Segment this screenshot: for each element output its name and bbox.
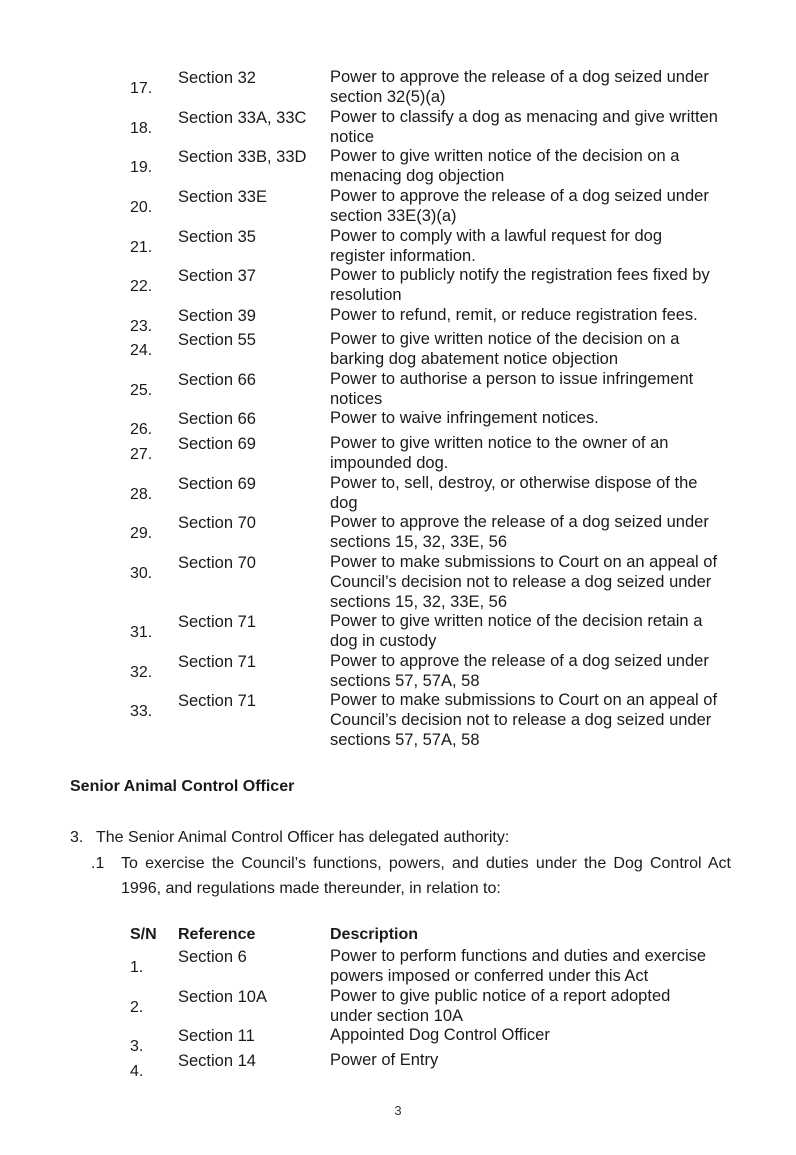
row-description bbox=[330, 652, 730, 692]
row-reference: Section 70 bbox=[178, 554, 256, 572]
subparagraph-text bbox=[121, 851, 731, 901]
description-line: Power to approve the release of a dog seized under bbox=[330, 187, 709, 205]
description-line: Power to give written notice of the decision on a bbox=[330, 147, 680, 165]
subparagraph-line: To exercise the Council’s functions, powers, and duties under the Dog Control Act bbox=[121, 855, 731, 872]
paragraph-text: The Senior Animal Control Officer has delegated authority: bbox=[96, 829, 510, 846]
row-reference: Section 69 bbox=[178, 475, 256, 493]
row-number: 23. bbox=[130, 318, 153, 335]
row-reference: Section 33B, 33D bbox=[178, 148, 307, 166]
description-line: section 33E(3)(a) bbox=[330, 206, 457, 225]
row-description bbox=[330, 68, 730, 108]
row-number: 33. bbox=[130, 703, 153, 720]
row-number: 2. bbox=[130, 999, 144, 1016]
description-line: Council’s decision not to release a dog seized under bbox=[330, 572, 712, 591]
row-number: 4. bbox=[130, 1063, 144, 1080]
row-description bbox=[330, 691, 730, 750]
description-line: under section 10A bbox=[330, 1006, 464, 1025]
description-line: Power to make submissions to Court on an appeal of bbox=[330, 691, 718, 709]
row-number: 17. bbox=[130, 80, 153, 97]
description-line: sections 15, 32, 33E, 56 bbox=[330, 592, 508, 611]
description-line: section 32(5)(a) bbox=[330, 87, 446, 106]
row-reference: Section 39 bbox=[178, 307, 256, 325]
row-number: 26. bbox=[130, 421, 153, 438]
row-number: 31. bbox=[130, 624, 153, 641]
row-description bbox=[330, 612, 730, 652]
row-description bbox=[330, 187, 730, 227]
row-number: 30. bbox=[130, 565, 153, 582]
row-number: 21. bbox=[130, 239, 153, 256]
description-line: powers imposed or conferred under this Act bbox=[330, 966, 649, 985]
subparagraph-line: 1996, and regulations made thereunder, in relation to: bbox=[121, 880, 501, 897]
row-reference: Section 6 bbox=[178, 948, 247, 966]
description-line: Power to authorise a person to issue infringement bbox=[330, 370, 694, 388]
row-description bbox=[330, 434, 730, 474]
description-line: register information. bbox=[330, 246, 476, 265]
description-line: Power to give written notice to the owner of an bbox=[330, 434, 669, 452]
row-reference: Section 33E bbox=[178, 188, 267, 206]
row-reference: Section 71 bbox=[178, 613, 256, 631]
description-line: Power of Entry bbox=[330, 1051, 439, 1069]
row-description bbox=[330, 947, 730, 987]
description-line: barking dog abatement notice objection bbox=[330, 349, 619, 368]
row-description bbox=[330, 147, 730, 187]
description-line: Power to refund, remit, or reduce registration fees. bbox=[330, 306, 698, 324]
description-line: Power to comply with a lawful request for dog bbox=[330, 227, 662, 245]
section-heading: Senior Animal Control Officer bbox=[70, 778, 295, 795]
description-line: notices bbox=[330, 389, 383, 408]
row-description bbox=[330, 108, 730, 148]
row-description bbox=[330, 1026, 730, 1046]
description-line: Power to waive infringement notices. bbox=[330, 409, 599, 427]
table-header-reference: Reference bbox=[178, 926, 256, 943]
table-header-description: Description bbox=[330, 926, 419, 943]
description-line: Power to approve the release of a dog seized under bbox=[330, 652, 709, 670]
description-line: Power to approve the release of a dog seized under bbox=[330, 68, 709, 86]
table-header-sn: S/N bbox=[130, 926, 157, 943]
paragraph-number: 3. bbox=[70, 829, 84, 846]
row-reference: Section 70 bbox=[178, 514, 256, 532]
description-line: Power to make submissions to Court on an appeal of bbox=[330, 553, 718, 571]
description-line: menacing dog objection bbox=[330, 166, 505, 185]
row-number: 24. bbox=[130, 342, 153, 359]
row-number: 32. bbox=[130, 664, 153, 681]
description-line: Power to approve the release of a dog seized under bbox=[330, 513, 709, 531]
row-description bbox=[330, 227, 730, 267]
row-reference: Section 69 bbox=[178, 435, 256, 453]
row-number: 27. bbox=[130, 446, 153, 463]
description-line: Power to perform functions and duties and exercise bbox=[330, 947, 707, 965]
description-line: dog in custody bbox=[330, 631, 437, 650]
row-number: 29. bbox=[130, 525, 153, 542]
row-reference: Section 14 bbox=[178, 1052, 256, 1070]
row-number: 3. bbox=[130, 1038, 144, 1055]
row-reference: Section 35 bbox=[178, 228, 256, 246]
row-number: 28. bbox=[130, 486, 153, 503]
row-description bbox=[330, 513, 730, 553]
description-line: Power to give written notice of the decision retain a bbox=[330, 612, 703, 630]
row-reference: Section 71 bbox=[178, 653, 256, 671]
row-reference: Section 33A, 33C bbox=[178, 109, 307, 127]
description-line: Power to give public notice of a report adopted bbox=[330, 987, 671, 1005]
row-description bbox=[330, 474, 730, 514]
row-description bbox=[330, 266, 730, 306]
row-reference: Section 37 bbox=[178, 267, 256, 285]
row-number: 19. bbox=[130, 159, 153, 176]
row-reference: Section 71 bbox=[178, 692, 256, 710]
description-line: Power to, sell, destroy, or otherwise dispose of the bbox=[330, 474, 698, 492]
description-line: sections 57, 57A, 58 bbox=[330, 671, 480, 690]
description-line: Power to classify a dog as menacing and give written bbox=[330, 108, 718, 126]
row-description bbox=[330, 306, 730, 326]
row-number: 20. bbox=[130, 199, 153, 216]
row-description bbox=[330, 409, 730, 429]
row-reference: Section 11 bbox=[178, 1027, 255, 1045]
row-description bbox=[330, 987, 730, 1027]
row-description bbox=[330, 553, 730, 612]
row-number: 1. bbox=[130, 959, 144, 976]
description-line: impounded dog. bbox=[330, 453, 449, 472]
description-line: resolution bbox=[330, 285, 402, 304]
description-line: notice bbox=[330, 127, 375, 146]
row-number: 22. bbox=[130, 278, 153, 295]
row-description bbox=[330, 370, 730, 410]
row-reference: Section 55 bbox=[178, 331, 256, 349]
description-line: sections 15, 32, 33E, 56 bbox=[330, 532, 508, 551]
description-line: sections 57, 57A, 58 bbox=[330, 730, 480, 749]
row-number: 25. bbox=[130, 382, 153, 399]
row-description bbox=[330, 330, 730, 370]
description-line: Power to give written notice of the decision on a bbox=[330, 330, 680, 348]
row-description bbox=[330, 1051, 730, 1071]
row-reference: Section 66 bbox=[178, 410, 256, 428]
page-number: 3 bbox=[394, 1103, 402, 1118]
description-line: Appointed Dog Control Officer bbox=[330, 1026, 550, 1044]
subparagraph-number: .1 bbox=[91, 855, 105, 872]
row-reference: Section 66 bbox=[178, 371, 256, 389]
description-line: dog bbox=[330, 493, 358, 512]
description-line: Power to publicly notify the registration fees fixed by bbox=[330, 266, 710, 284]
row-reference: Section 32 bbox=[178, 69, 256, 87]
row-number: 18. bbox=[130, 120, 153, 137]
description-line: Council’s decision not to release a dog seized under bbox=[330, 710, 712, 729]
row-reference: Section 10A bbox=[178, 988, 267, 1006]
